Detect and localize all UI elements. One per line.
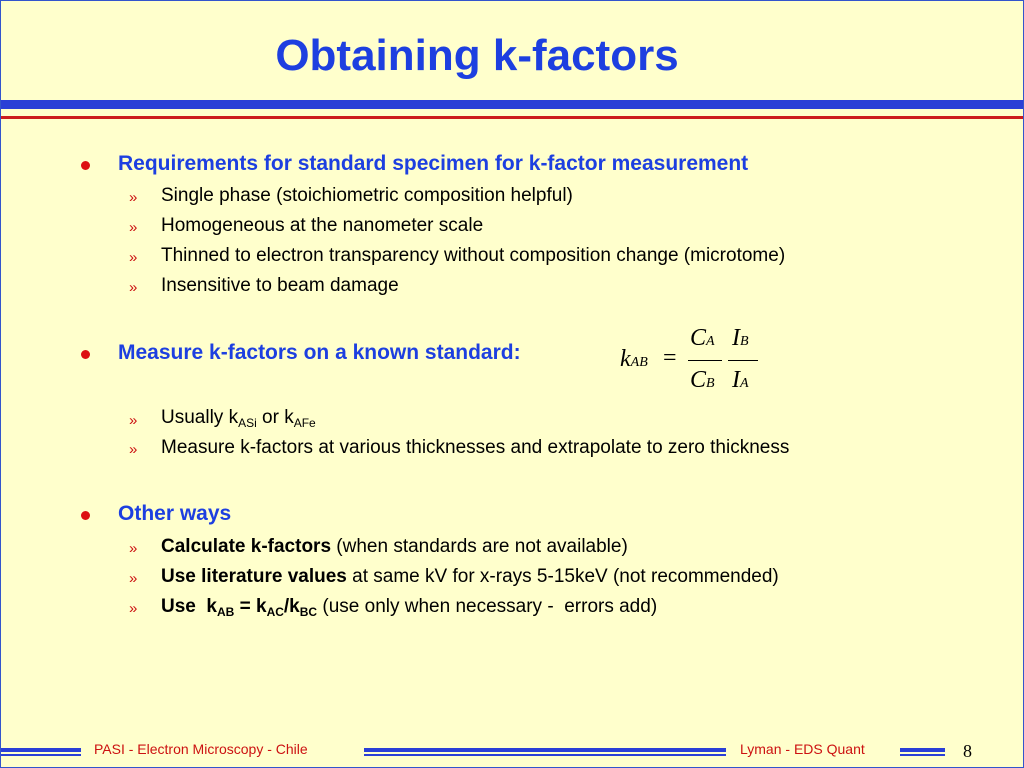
list-item: Measure k-factors at various thicknesses and extrapolate to zero thickness: [161, 437, 790, 458]
list-item: Thinned to electron transparency without composition change (microtome): [161, 245, 786, 266]
page-number: 8: [963, 741, 972, 761]
k-subscript: ASi: [238, 416, 257, 430]
footer-rule: [364, 748, 726, 752]
section-heading-3: Other ways: [118, 502, 232, 525]
footer-right: Lyman - EDS Quant: [740, 741, 865, 757]
eq-num2-sub: B: [740, 334, 749, 349]
sub-bullet-icon: »: [129, 540, 138, 557]
item-text: (use only when necessary - errors add): [317, 596, 658, 617]
bold-formula: [161, 596, 317, 617]
sub-bullet-icon: »: [129, 249, 138, 266]
eq-lhs-sub: AB: [630, 355, 648, 370]
eq-den2: I: [732, 367, 740, 393]
or-k-text: or k: [256, 407, 294, 428]
eq-num1: C: [690, 325, 707, 351]
footer-left: PASI - Electron Microscopy - Chile: [94, 741, 308, 757]
eq-den1: C: [690, 367, 707, 393]
list-item: Insensitive to beam damage: [161, 275, 399, 296]
list-item: [161, 596, 657, 618]
footer-rule: [900, 748, 945, 752]
usually-k-text: Usually k: [161, 407, 239, 428]
sub-bullet-icon: »: [129, 412, 138, 429]
formula-part: /k: [283, 596, 300, 617]
bold-text: Calculate k-factors: [161, 536, 332, 557]
bold-text: Use literature values: [161, 566, 347, 587]
slide-title: [1, 31, 1023, 81]
list-item: Homogeneous at the nanometer scale: [161, 215, 484, 236]
formula-part: Use k: [161, 596, 217, 617]
k-factor-equation: [618, 323, 768, 403]
fraction-bar-1: [688, 360, 722, 361]
bullet-dot-1: [81, 161, 90, 170]
footer-rule: [1, 754, 81, 756]
sub-bullet-icon: »: [129, 570, 138, 587]
formula-sub: AC: [266, 605, 284, 619]
footer-rule: [900, 754, 945, 756]
title-rule-blue: [1, 100, 1023, 109]
sub-bullet-icon: »: [129, 189, 138, 206]
footer-rule: [1, 748, 81, 752]
formula-part: = k: [234, 596, 267, 617]
sub-bullet-icon: »: [129, 441, 138, 458]
item-text: at same kV for x-rays 5-15keV (not recommended): [346, 566, 779, 587]
sub-bullet-icon: »: [129, 219, 138, 236]
bullet-dot-3: [81, 511, 90, 520]
eq-lhs: k: [620, 346, 631, 372]
k-subscript: AFe: [293, 416, 316, 430]
sub-bullet-icon: »: [129, 600, 138, 617]
eq-den2-sub: A: [740, 376, 749, 391]
formula-sub: AB: [216, 605, 235, 619]
eq-den1-sub: B: [706, 376, 715, 391]
footer-rule: [364, 754, 726, 756]
item-text: (when standards are not available): [331, 536, 628, 557]
eq-equals: =: [663, 345, 677, 371]
title-rule-red: [1, 116, 1023, 119]
fraction-bar-2: [728, 360, 758, 361]
list-item: Single phase (stoichiometric composition helpful): [161, 185, 573, 206]
slide-title-text: Obtaining k-factors: [275, 31, 679, 80]
list-item: [161, 536, 628, 558]
eq-num1-sub: A: [706, 334, 715, 349]
bullet-dot-2: [81, 350, 90, 359]
sub-bullet-icon: »: [129, 279, 138, 296]
section-heading-2: Measure k-factors on a known standard:: [118, 341, 521, 364]
list-item: [161, 566, 779, 588]
list-item: [161, 407, 316, 429]
section-heading-1: Requirements for standard specimen for k-factor measurement: [118, 152, 749, 175]
formula-sub: BC: [299, 605, 318, 619]
eq-num2: I: [732, 325, 740, 351]
